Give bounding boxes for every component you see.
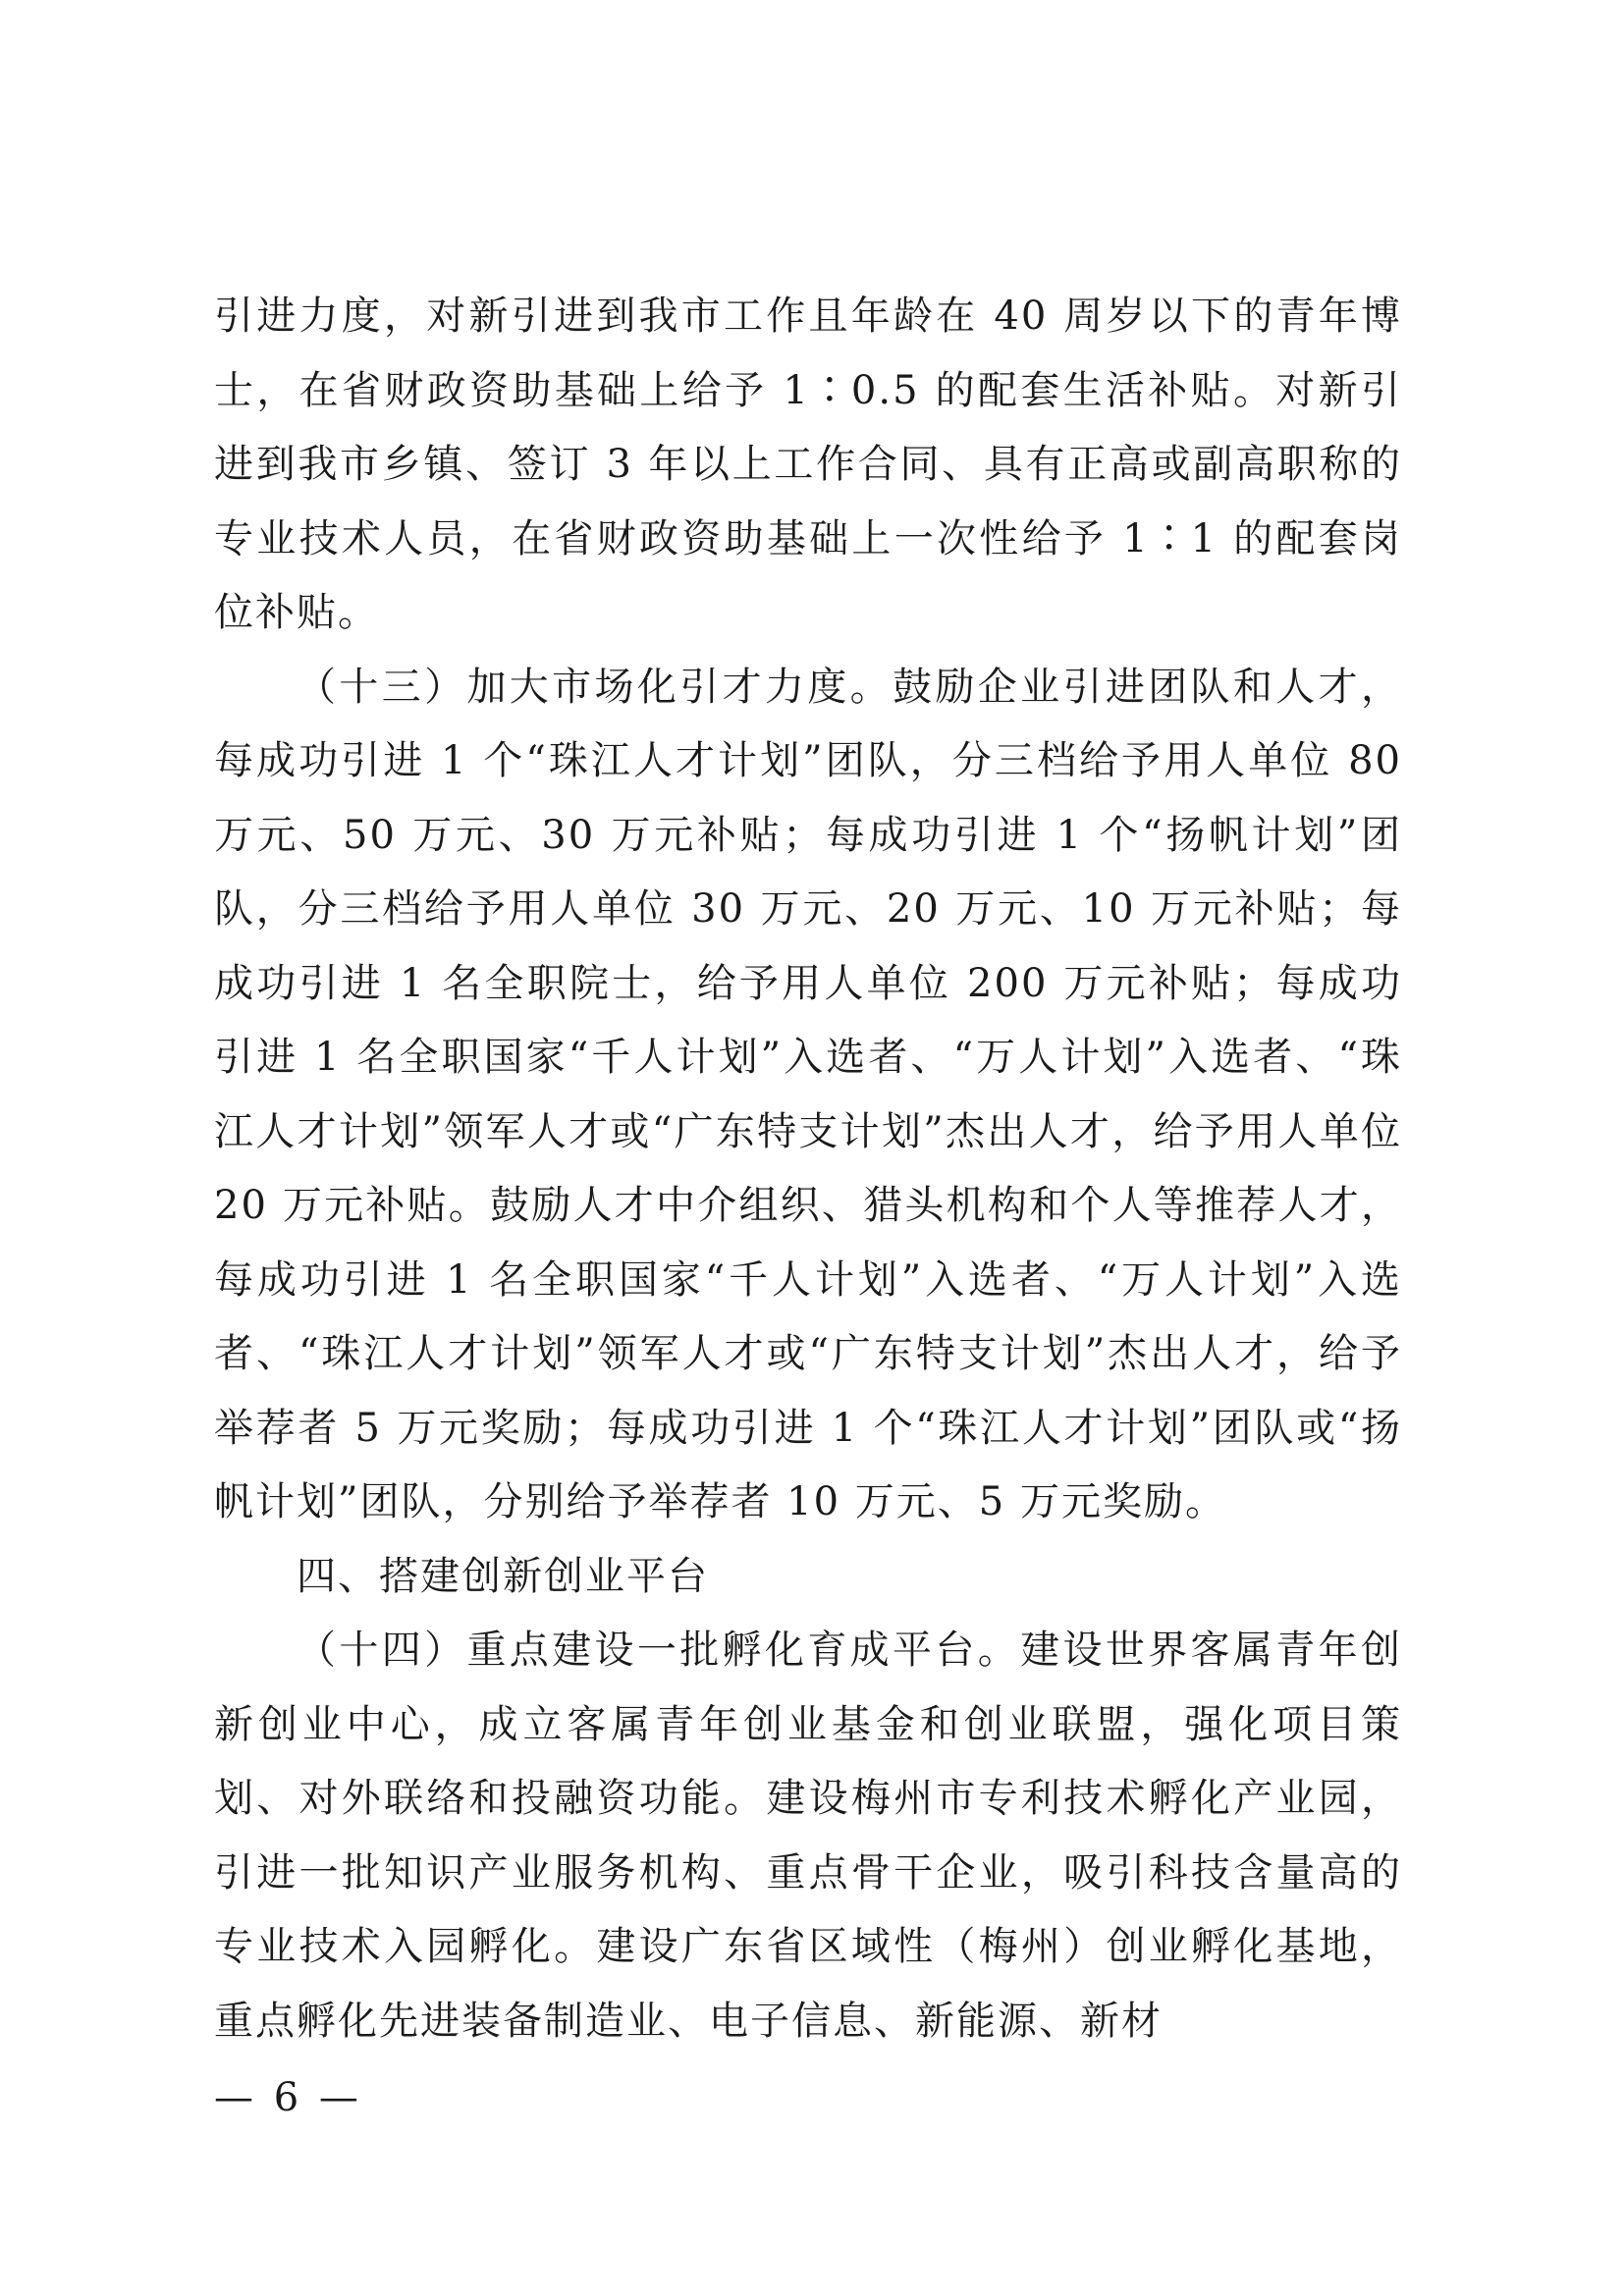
paragraph-14: （十四）重点建设一批孵化育成平台。建设世界客属青年创新创业中心，成立客属青年创业基金和创业联盟，强化项目策划、对外联络和投融资功能。建设梅州市专利技术孵化产业园，引进一批知识产业服务机构、重点骨干企业，吸引科技含量高的专业技术入园孵化。建设广东省区域性（梅州）创业孵化基地，重点孵化先进装备制造业、电子信息、新能源、新材 [214, 1628, 1402, 2044]
section-heading-4: 四、搭建创新创业平台 [297, 1553, 709, 1599]
paragraph-13: （十三）加大市场化引才力度。鼓励企业引进团队和人才，每成功引进 1 个“珠江人才计划”团队，分三档给予用人单位 80 万元、50 万元、30 万元补贴；每成功引进 1 个“扬帆计划”团队，分三档给予用人单位 30 万元、20 万元、10 万元补贴；每成功引进 1 名全职院士，给予用人单位 200 万元补贴；每成功引进 1 名全职国家“千人计划”入选者、“万人计划”入选者、“珠江人才计划”领军人才或“广东特支计划”杰出人才，给予用人单位 20 万元补贴。鼓励人才中介组织、猎头机构和个人等推荐人才，每成功引进 1 名全职国家“千人计划”入选者、“万人计划”入选者、“珠江人才计划”领军人才或“广东特支计划”杰出人才，给予举荐者 5 万元奖励；每成功引进 1 个“珠江人才计划”团队或“扬帆计划”团队，分别给予举荐者 10 万元、5 万元奖励。 [214, 664, 1402, 1524]
body-text [214, 280, 1402, 2058]
page-number: — 6 — [214, 2075, 362, 2120]
paragraph-continued: 引进力度，对新引进到我市工作且年龄在 40 周岁以下的青年博士，在省财政资助基础上给予 1∶0.5 的配套生活补贴。对新引进到我市乡镇、签订 3 年以上工作合同、具有正高或副高职称的专业技术人员，在省财政资助基础上一次性给予 1∶1 的配套岗位补贴。 [214, 294, 1402, 635]
